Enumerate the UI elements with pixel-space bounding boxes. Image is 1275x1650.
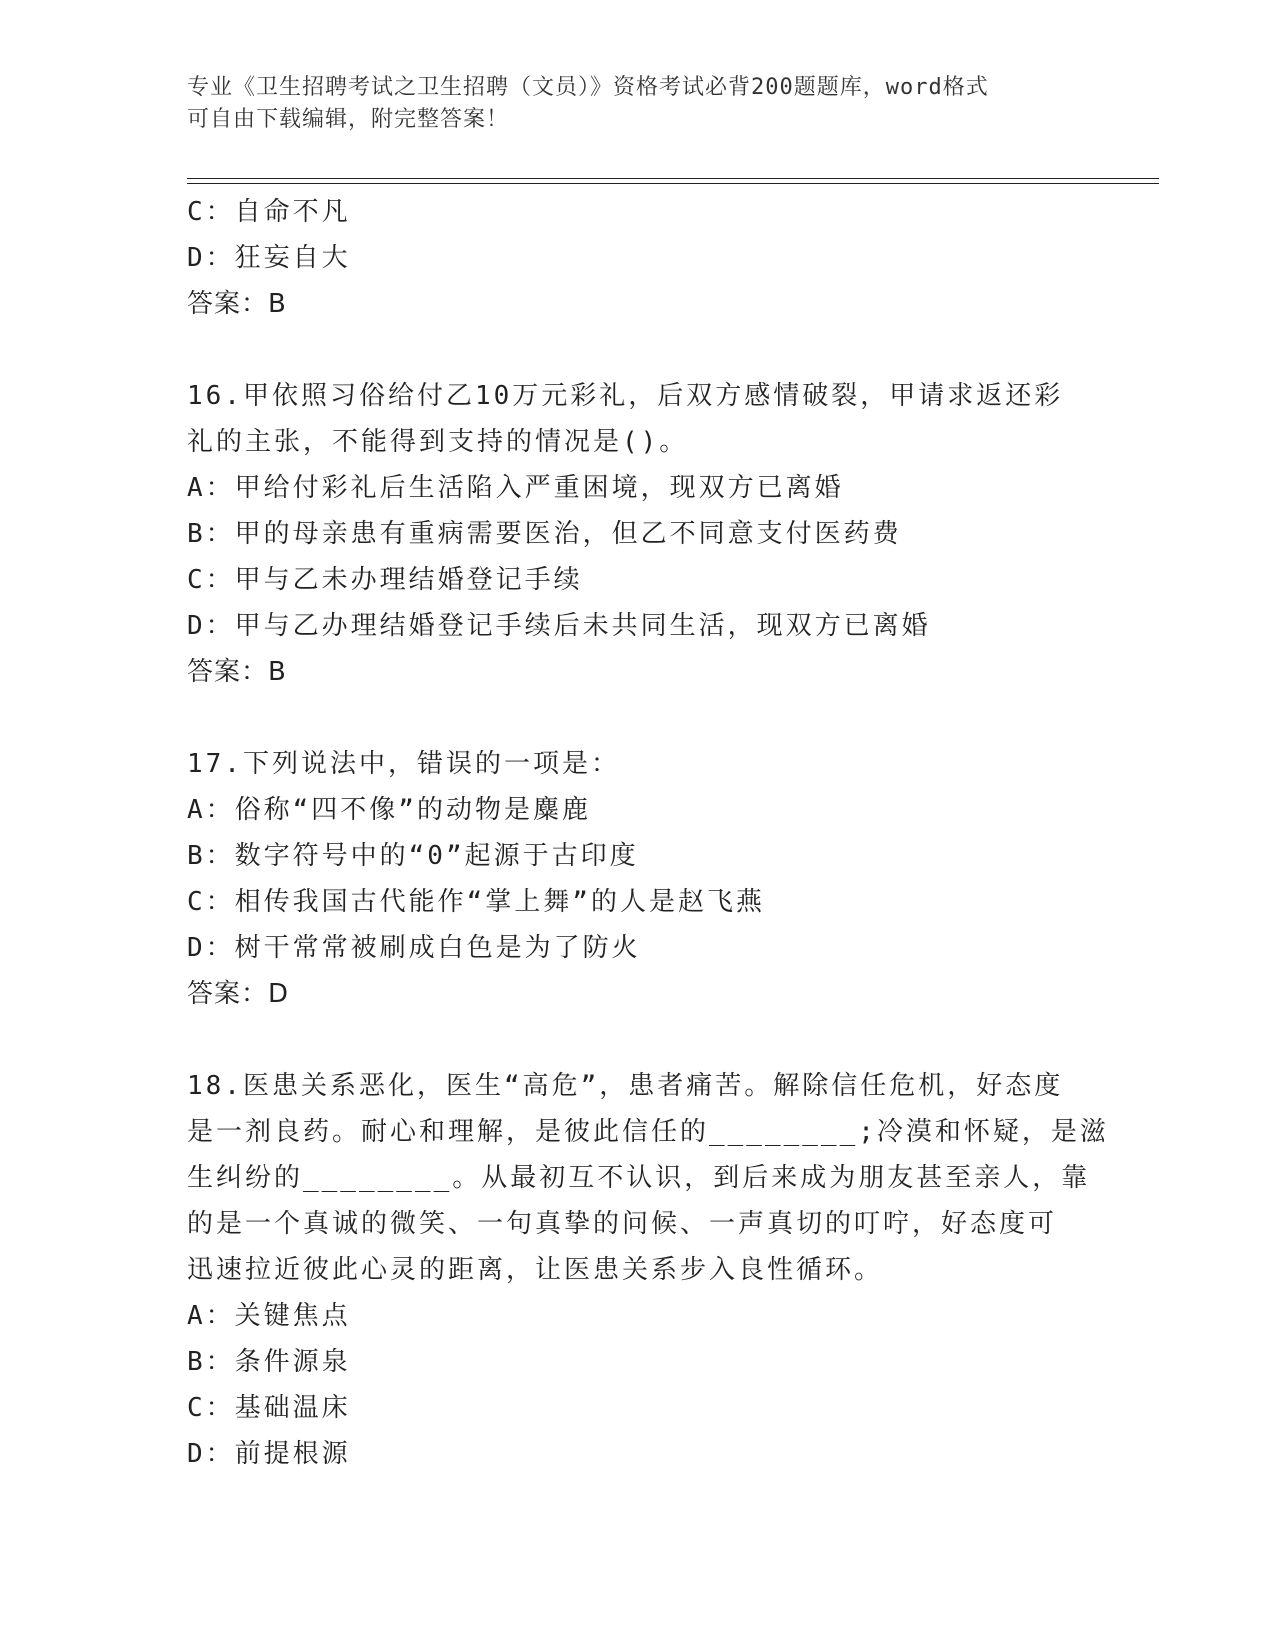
header-line-2: 可自由下载编辑，附完整答案！ xyxy=(187,107,510,132)
question-15 xyxy=(187,189,1087,327)
question-text-line: 生纠纷的________。从最初互不认识，到后来成为朋友甚至亲人，靠 xyxy=(187,1163,1091,1193)
header-divider-top xyxy=(187,178,1159,179)
option-b: B：数字符号中的“0”起源于古印度 xyxy=(187,841,639,871)
document-header xyxy=(187,72,1087,136)
option-c: C：基础温床 xyxy=(187,1393,351,1423)
option-a: A：关键焦点 xyxy=(187,1301,351,1331)
header-line-1: 专业《卫生招聘考试之卫生招聘（文员）》资格考试必背200题题库，word格式 xyxy=(187,75,989,100)
question-text-line: 16.甲依照习俗给付乙10万元彩礼，后双方感情破裂，甲请求返还彩 xyxy=(187,381,1064,411)
question-text-line: 18.医患关系恶化，医生“高危”，患者痛苦。解除信任危机，好态度 xyxy=(187,1071,1064,1101)
question-17 xyxy=(187,741,1087,1017)
answer-label: 答案：D xyxy=(187,979,290,1009)
question-18 xyxy=(187,1063,1109,1477)
option-a: A：甲给付彩礼后生活陷入严重困境，现双方已离婚 xyxy=(187,473,844,503)
option-b: B：甲的母亲患有重病需要医治，但乙不同意支付医药费 xyxy=(187,519,902,549)
question-text-line: 17.下列说法中，错误的一项是： xyxy=(187,749,620,779)
spacer xyxy=(187,327,1087,373)
option-b: B：条件源泉 xyxy=(187,1347,351,1377)
header-divider-bottom xyxy=(187,183,1159,184)
question-text-line: 礼的主张，不能得到支持的情况是()。 xyxy=(187,427,689,457)
answer-label: 答案：B xyxy=(187,657,287,687)
spacer xyxy=(187,1017,1087,1063)
question-list xyxy=(187,189,1109,1477)
option-d: D：前提根源 xyxy=(187,1439,351,1469)
option-d: D：狂妄自大 xyxy=(187,243,351,273)
option-c: C：自命不凡 xyxy=(187,197,351,227)
answer-label: 答案：B xyxy=(187,289,287,319)
question-text-line: 是一剂良药。耐心和理解，是彼此信任的________;冷漠和怀疑，是滋 xyxy=(187,1117,1109,1147)
option-d: D：树干常常被刷成白色是为了防火 xyxy=(187,933,641,963)
option-d: D：甲与乙办理结婚登记手续后未共同生活，现双方已离婚 xyxy=(187,611,931,641)
question-16 xyxy=(187,373,1087,695)
spacer xyxy=(187,695,1087,741)
question-text-line: 迅速拉近彼此心灵的距离，让医患关系步入良性循环。 xyxy=(187,1255,884,1285)
option-a: A：俗称“四不像”的动物是麋鹿 xyxy=(187,795,591,825)
question-text-line: 的是一个真诚的微笑、一句真挚的问候、一声真切的叮咛，好态度可 xyxy=(187,1209,1058,1239)
option-c: C：相传我国古代能作“掌上舞”的人是赵飞燕 xyxy=(187,887,765,917)
option-c: C：甲与乙未办理结婚登记手续 xyxy=(187,565,583,595)
